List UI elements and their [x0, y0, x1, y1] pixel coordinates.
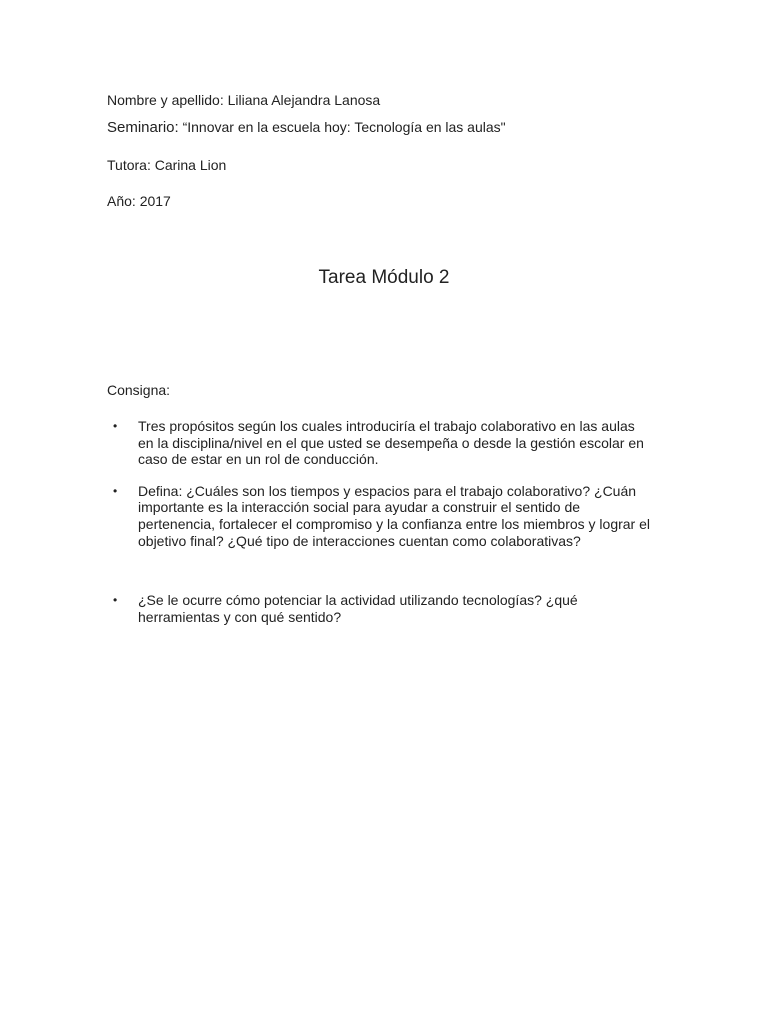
- seminar-title: “Innovar en la escuela hoy: Tecnología en las aulas": [178, 119, 506, 135]
- list-item-text: Defina: ¿Cuáles son los tiempos y espacios para el trabajo colaborativo? ¿Cuán importante es la interacción social para ayudar a construir el sentido de pertenencia, fortalecer el compromiso y la confianza entre los miembros y lograr el objetivo final? ¿Qué tipo de interacciones cuentan como colaborativas?: [138, 482, 651, 549]
- bullet-icon: •: [113, 593, 118, 608]
- seminar-line: [107, 118, 506, 137]
- page-title: Tarea Módulo 2: [318, 267, 450, 288]
- list-item: [107, 483, 652, 549]
- task-list: [107, 418, 652, 625]
- seminar-label: Seminario:: [107, 119, 179, 136]
- year-line: Año: 2017: [107, 193, 171, 209]
- consigna-label: Consigna:: [107, 382, 171, 398]
- list-item: [107, 418, 652, 468]
- bullet-icon: •: [113, 419, 118, 433]
- bullet-icon: •: [113, 483, 118, 498]
- tutor-line: Tutora: Carina Lion: [107, 157, 227, 173]
- list-item-text: Tres propósitos según los cuales introduciría el trabajo colaborativo en las aulas en la disciplina/nivel en el que usted se desempeña o desde la gestión escolar en caso de estar en un rol de conducción.: [138, 418, 644, 468]
- list-item-text: ¿Se le ocurre cómo potenciar la actividad utilizando tecnologías? ¿qué herramientas y con qué sentido?: [138, 592, 578, 625]
- name-line: Nombre y apellido: Liliana Alejandra Lanosa: [107, 92, 381, 108]
- list-item: [107, 592, 652, 625]
